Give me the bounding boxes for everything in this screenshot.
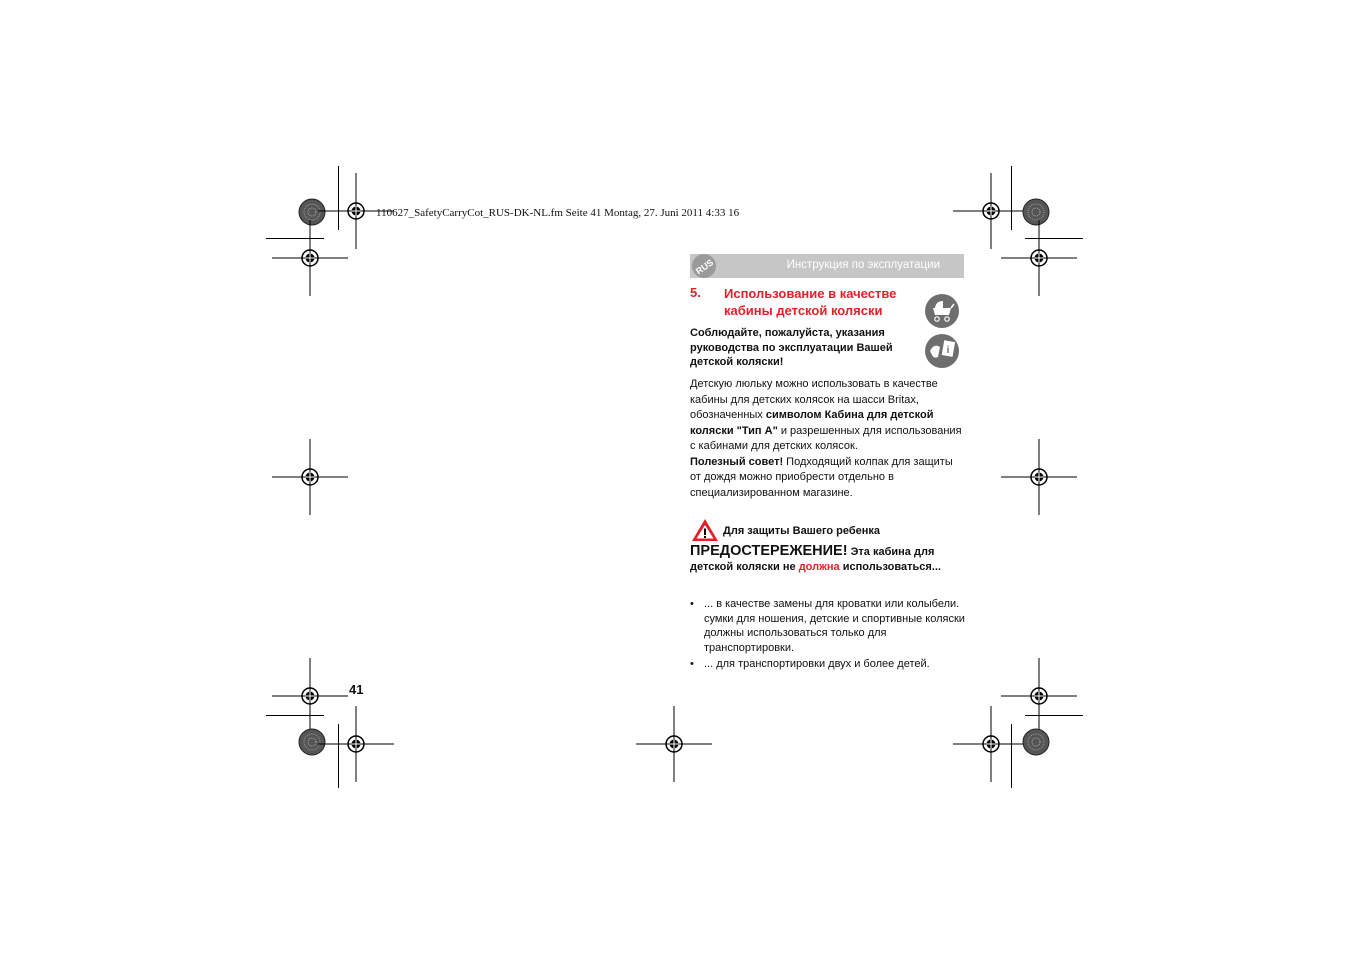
body-text: Детскую люльку можно использовать в качестве кабины для детских колясок на шасси Britax, обозначенных [690, 378, 938, 421]
warning-triangle-icon [691, 518, 719, 542]
banner-title: Инструкция по эксплуатации [786, 259, 940, 271]
tip-label: Полезный совет! [690, 455, 784, 468]
language-badge-label: RUS [693, 257, 716, 277]
section-banner [690, 254, 964, 278]
section-number: 5. [690, 285, 701, 300]
list-item [690, 657, 965, 672]
tip-text: Подходящий колпак для защиты от дождя можно приобрести отдельно в специализированном магазине. [690, 455, 953, 499]
bullet-list [690, 597, 965, 672]
warning-text: использоваться... [839, 561, 941, 573]
body-paragraph [690, 377, 965, 501]
list-item-text: ... для транспортировки двух и более детей. [704, 658, 930, 670]
section-title: Использование в качестве кабины детской коляски [724, 286, 897, 318]
list-item-subtext: сумки для ношения, детские и спортивные коляски должны использоваться только для транспортировки. [704, 612, 965, 654]
print-file-info: 110627_SafetyCarryCot_RUS-DK-NL.fm Seite 41 Montag, 27. Juni 2011 4:33 16 [376, 207, 740, 219]
body-bold-text: символом Кабина для детской коляски "Тип A" [690, 409, 934, 437]
read-manual-icon [924, 333, 960, 369]
bullet-mark: • [690, 598, 694, 610]
list-item [690, 597, 965, 655]
pram-icon [924, 293, 960, 329]
language-badge-icon [690, 253, 718, 281]
warning-emphasis: должна [798, 561, 840, 573]
intro-notice: Соблюдайте, пожалуйста, указания руководства по эксплуатации Вашей детской коляски! [690, 327, 893, 368]
safety-heading: Для защиты Вашего ребенка [723, 525, 881, 537]
list-item-text: ... в качестве замены для кроватки или колыбели. [704, 598, 960, 610]
warning-word: ПРЕДОСТЕРЕЖЕНИЕ! [690, 543, 848, 559]
warning-block [690, 544, 965, 575]
bullet-mark: • [690, 658, 694, 670]
body-text: и разрешенных для использования с кабинами для детских колясок. [690, 424, 962, 452]
svg-text:i: i [946, 345, 950, 356]
page-number: 41 [349, 682, 364, 697]
warning-text: Эта кабина для детской коляски не [690, 546, 935, 573]
